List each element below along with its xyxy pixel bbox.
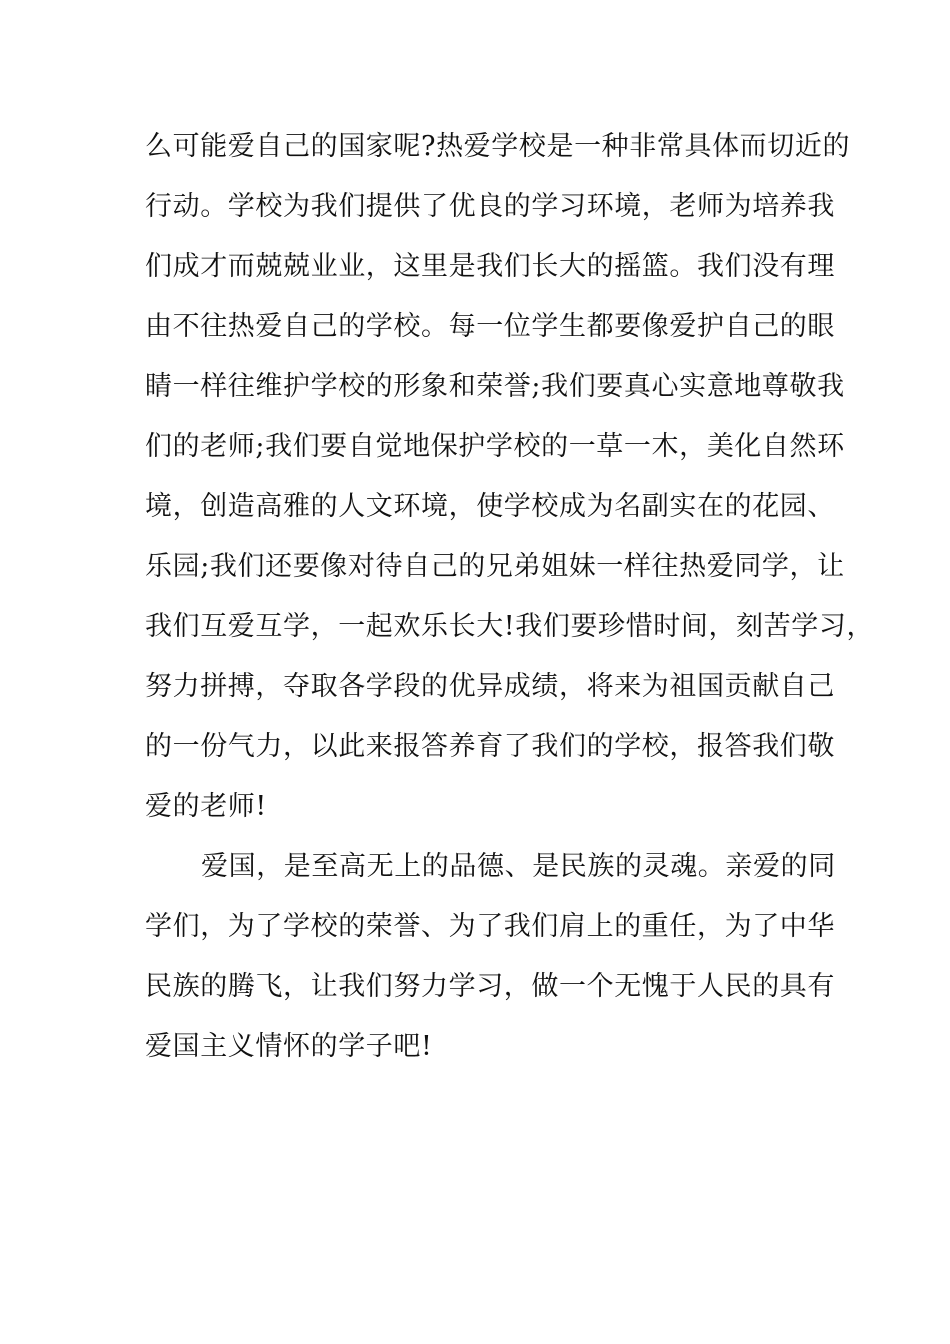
- text-line: 睛一样往维护学校的形象和荣誉;我们要真心实意地尊敬我: [145, 371, 845, 402]
- text-line: 爱国，是至高无上的品德、是民族的灵魂。亲爱的同: [201, 851, 836, 882]
- text-line: 爱的老师!: [145, 791, 267, 822]
- text-line: 我们互爱互学，一起欢乐长大!我们要珍惜时间，刻苦学习，: [145, 611, 875, 642]
- body-text: [145, 117, 875, 1077]
- text-line: 学们，为了学校的荣誉、为了我们肩上的重任，为了中华: [145, 911, 835, 942]
- text-line: 境，创造高雅的人文环境，使学校成为名副实在的花园、: [145, 491, 835, 522]
- text-line: 行动。学校为我们提供了优良的学习环境，老师为培养我: [145, 191, 835, 222]
- paragraph-2: [145, 837, 836, 1077]
- text-line: 民族的腾飞，让我们努力学习，做一个无愧于人民的具有: [145, 971, 835, 1002]
- text-line: 爱国主义情怀的学子吧!: [145, 1031, 433, 1062]
- text-line: 由不往热爱自己的学校。每一位学生都要像爱护自己的眼: [145, 311, 835, 342]
- paragraph-1: [145, 117, 875, 837]
- text-line: 的一份气力，以此来报答养育了我们的学校，报答我们敬: [145, 731, 835, 762]
- text-line: 努力拼搏，夺取各学段的优异成绩，将来为祖国贡献自己: [145, 671, 835, 702]
- text-line: 乐园;我们还要像对待自己的兄弟姐妹一样往热爱同学，让: [145, 551, 845, 582]
- text-line: 们成才而兢兢业业，这里是我们长大的摇篮。我们没有理: [145, 251, 835, 282]
- text-line: 么可能爱自己的国家呢?热爱学校是一种非常具体而切近的: [145, 131, 851, 162]
- text-line: 们的老师;我们要自觉地保护学校的一草一木，美化自然环: [145, 431, 845, 462]
